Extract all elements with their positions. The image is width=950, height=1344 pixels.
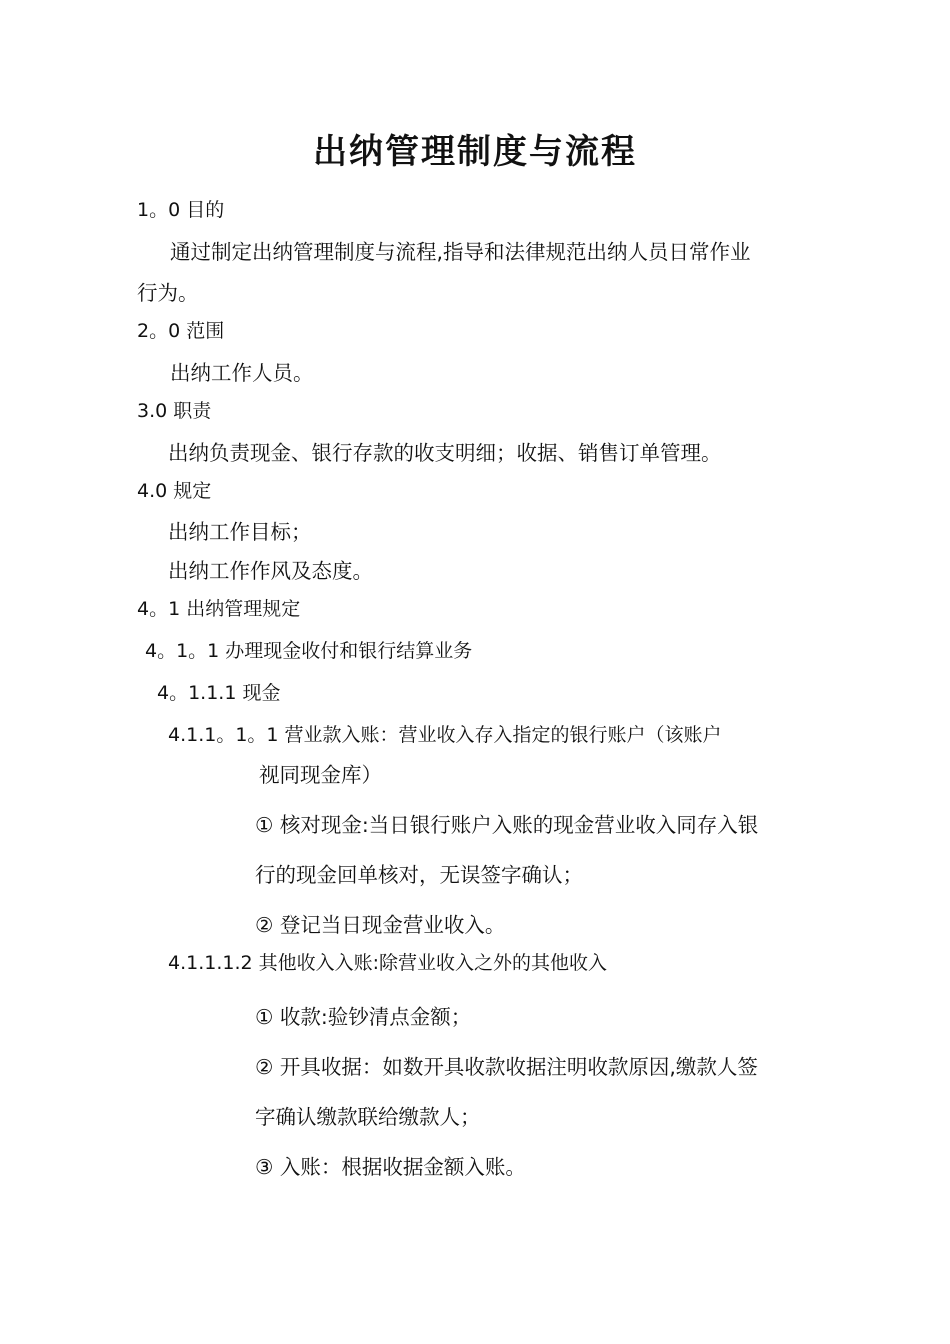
section-heading-duties: 3.0 职责: [137, 400, 212, 422]
item-4-1-1-1-1-line-1: 4.1.1。1。1 营业款入账：营业收入存入指定的银行账户（该账户: [168, 724, 722, 746]
subsection-heading-4-1: 4。1 出纳管理规定: [137, 598, 301, 620]
subsection-heading-4-1-1-1: 4。1.1.1 现金: [157, 682, 281, 704]
step-collect-payment: ① 收款:验钞清点金额；: [255, 1005, 472, 1029]
item-4-1-1-1-1-line-2: 视同现金库）: [259, 763, 382, 787]
step-issue-receipt-line-1: ② 开具收据：如数开具收款收据注明收款原因,缴款人签: [255, 1055, 758, 1079]
subsection-heading-4-1-1: 4。1。1 办理现金收付和银行结算业务: [145, 640, 473, 662]
item-4-1-1-1-2: 4.1.1.1.2 其他收入入账:除营业收入之外的其他收入: [168, 952, 608, 974]
scope-text: 出纳工作人员。: [170, 361, 314, 385]
purpose-text-line-2: 行为。: [137, 281, 199, 305]
step-verify-cash-line-2: 行的现金回单核对，无误签字确认；: [255, 863, 583, 887]
section-heading-rules: 4.0 规定: [137, 480, 212, 502]
rules-text-line-1: 出纳工作目标；: [168, 520, 312, 544]
step-post-entry: ③ 入账：根据收据金额入账。: [255, 1155, 526, 1179]
purpose-text-line-1: 通过制定出纳管理制度与流程,指导和法律规范出纳人员日常作业: [170, 240, 751, 264]
rules-text-line-2: 出纳工作作风及态度。: [168, 559, 373, 583]
document-title: 出纳管理制度与流程: [313, 132, 637, 172]
step-issue-receipt-line-2: 字确认缴款联给缴款人；: [255, 1105, 481, 1129]
duties-text: 出纳负责现金、银行存款的收支明细；收据、销售订单管理。: [168, 441, 722, 465]
step-verify-cash-line-1: ① 核对现金:当日银行账户入账的现金营业收入同存入银: [255, 813, 759, 837]
section-heading-scope: 2。0 范围: [137, 320, 225, 342]
section-heading-purpose: 1。0 目的: [137, 199, 225, 221]
step-record-income: ② 登记当日现金营业收入。: [255, 913, 506, 937]
